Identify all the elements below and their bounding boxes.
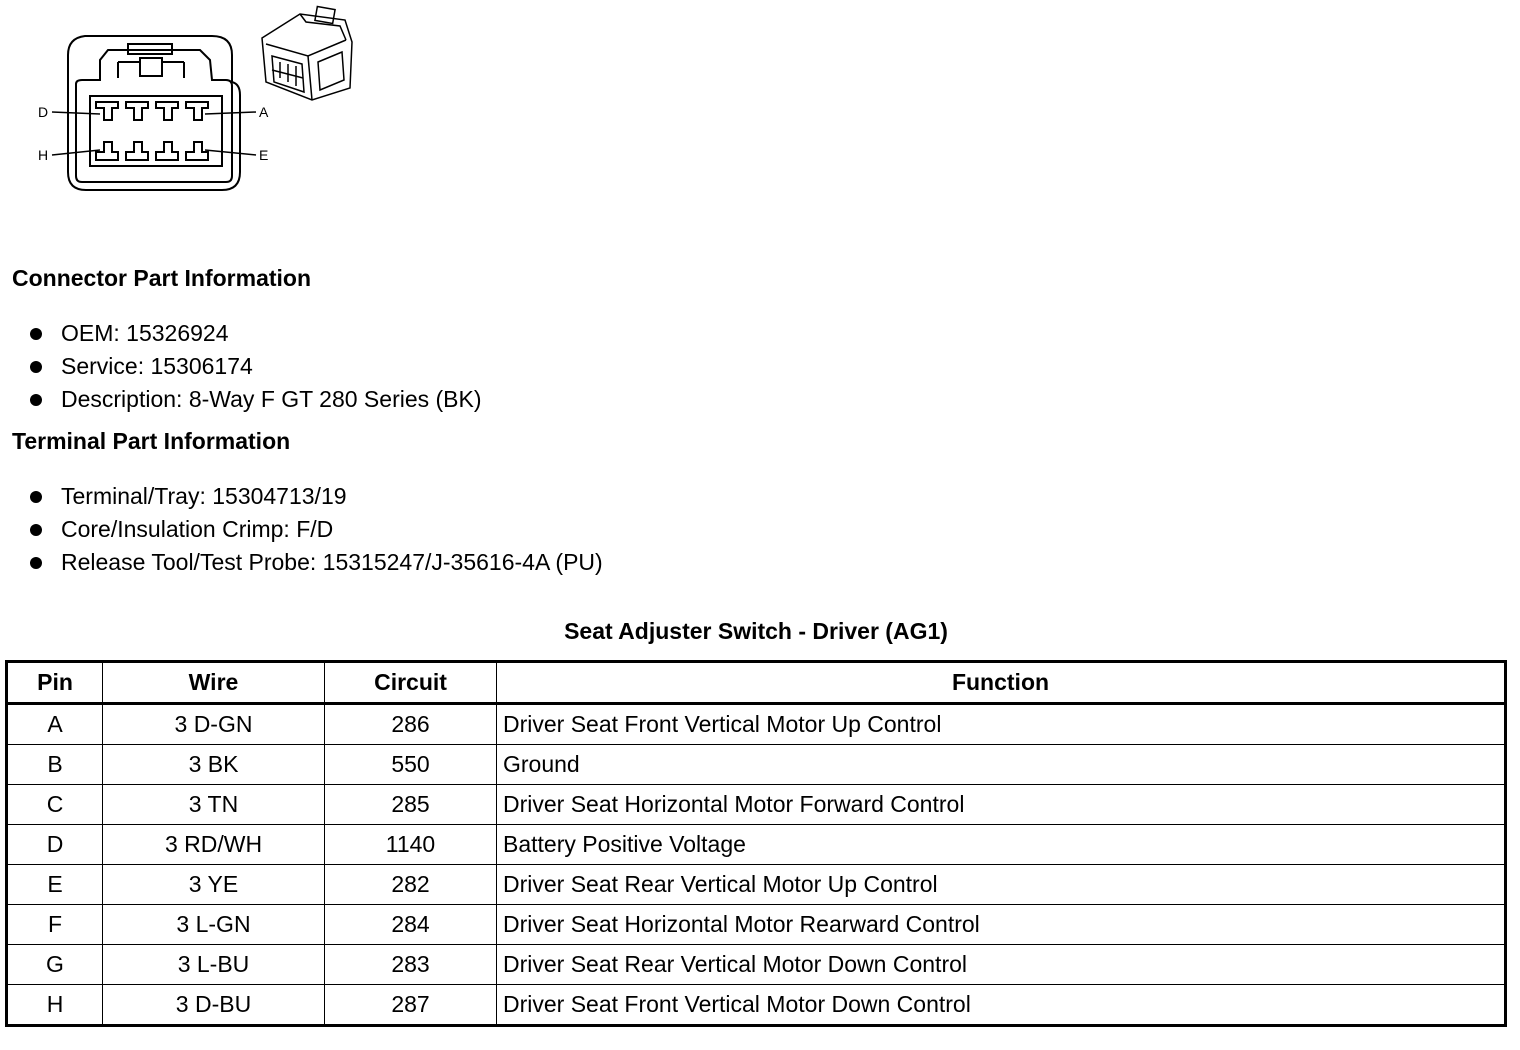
pin-cell: A	[7, 704, 103, 745]
list-item	[30, 383, 482, 416]
connector-part-info-heading: Connector Part Information	[12, 265, 312, 291]
connector-diagram	[0, 0, 380, 200]
terminal-part-info-heading: Terminal Part Information	[12, 428, 291, 454]
circuit-cell: 286	[325, 704, 497, 745]
wire-cell: 3 L-BU	[103, 945, 325, 985]
circuit-cell: 284	[325, 905, 497, 945]
list-item	[30, 350, 482, 383]
column-header-function: Function	[497, 662, 1506, 704]
wire-cell: 3 BK	[103, 745, 325, 785]
circuit-cell: 285	[325, 785, 497, 825]
column-header-wire: Wire	[103, 662, 325, 704]
circuit-cell: 1140	[325, 825, 497, 865]
table-row	[7, 785, 1506, 825]
list-item	[30, 513, 603, 546]
circuit-cell: 282	[325, 865, 497, 905]
wire-cell: 3 D-BU	[103, 985, 325, 1026]
table-row	[7, 825, 1506, 865]
function-cell: Driver Seat Horizontal Motor Rearward Control	[497, 905, 1506, 945]
connector-oem-text: OEM: 15326924	[61, 320, 229, 346]
wire-cell: 3 L-GN	[103, 905, 325, 945]
pin-cell: G	[7, 945, 103, 985]
function-cell: Driver Seat Rear Vertical Motor Up Control	[497, 865, 1506, 905]
terminal-tool-text: Release Tool/Test Probe: 15315247/J-35616-4A (PU)	[61, 549, 603, 575]
connector-3d-icon	[262, 7, 352, 100]
pin-cell: F	[7, 905, 103, 945]
circuit-cell: 287	[325, 985, 497, 1026]
pin-label-d: D	[38, 104, 49, 120]
terminal-crimp-text: Core/Insulation Crimp: F/D	[61, 516, 334, 542]
terminal-tray-text: Terminal/Tray: 15304713/19	[61, 483, 347, 509]
pin-label-a: A	[259, 104, 269, 120]
connector-part-info-list	[30, 317, 482, 416]
function-cell: Driver Seat Front Vertical Motor Down Control	[497, 985, 1506, 1026]
table-row	[7, 905, 1506, 945]
function-cell: Ground	[497, 745, 1506, 785]
column-header-circuit: Circuit	[325, 662, 497, 704]
table-title: Seat Adjuster Switch - Driver (AG1)	[564, 618, 948, 644]
list-item	[30, 480, 603, 513]
bullet-icon	[30, 491, 42, 503]
function-cell: Driver Seat Front Vertical Motor Up Control	[497, 704, 1506, 745]
pin-cell: D	[7, 825, 103, 865]
bullet-icon	[30, 328, 42, 340]
table-header-row	[7, 662, 1506, 704]
table-row	[7, 745, 1506, 785]
pin-label-h: H	[38, 147, 49, 163]
bullet-icon	[30, 361, 42, 373]
list-item	[30, 546, 603, 579]
bullet-icon	[30, 524, 42, 536]
pin-label-e: E	[259, 147, 269, 163]
circuit-cell: 283	[325, 945, 497, 985]
function-cell: Battery Positive Voltage	[497, 825, 1506, 865]
function-cell: Driver Seat Rear Vertical Motor Down Control	[497, 945, 1506, 985]
connector-description-text: Description: 8-Way F GT 280 Series (BK)	[61, 386, 482, 412]
circuit-cell: 550	[325, 745, 497, 785]
bullet-icon	[30, 394, 42, 406]
function-cell: Driver Seat Horizontal Motor Forward Control	[497, 785, 1506, 825]
pinout-table	[5, 660, 1507, 1027]
table-row	[7, 945, 1506, 985]
terminal-part-info-list	[30, 480, 603, 579]
table-row	[7, 865, 1506, 905]
bullet-icon	[30, 557, 42, 569]
table-row	[7, 704, 1506, 745]
pin-cell: B	[7, 745, 103, 785]
connector-service-text: Service: 15306174	[61, 353, 253, 379]
wire-cell: 3 D-GN	[103, 704, 325, 745]
wire-cell: 3 YE	[103, 865, 325, 905]
pin-cell: C	[7, 785, 103, 825]
pin-cell: H	[7, 985, 103, 1026]
pin-cell: E	[7, 865, 103, 905]
column-header-pin: Pin	[7, 662, 103, 704]
wire-cell: 3 TN	[103, 785, 325, 825]
table-row	[7, 985, 1506, 1026]
wire-cell: 3 RD/WH	[103, 825, 325, 865]
list-item	[30, 317, 482, 350]
